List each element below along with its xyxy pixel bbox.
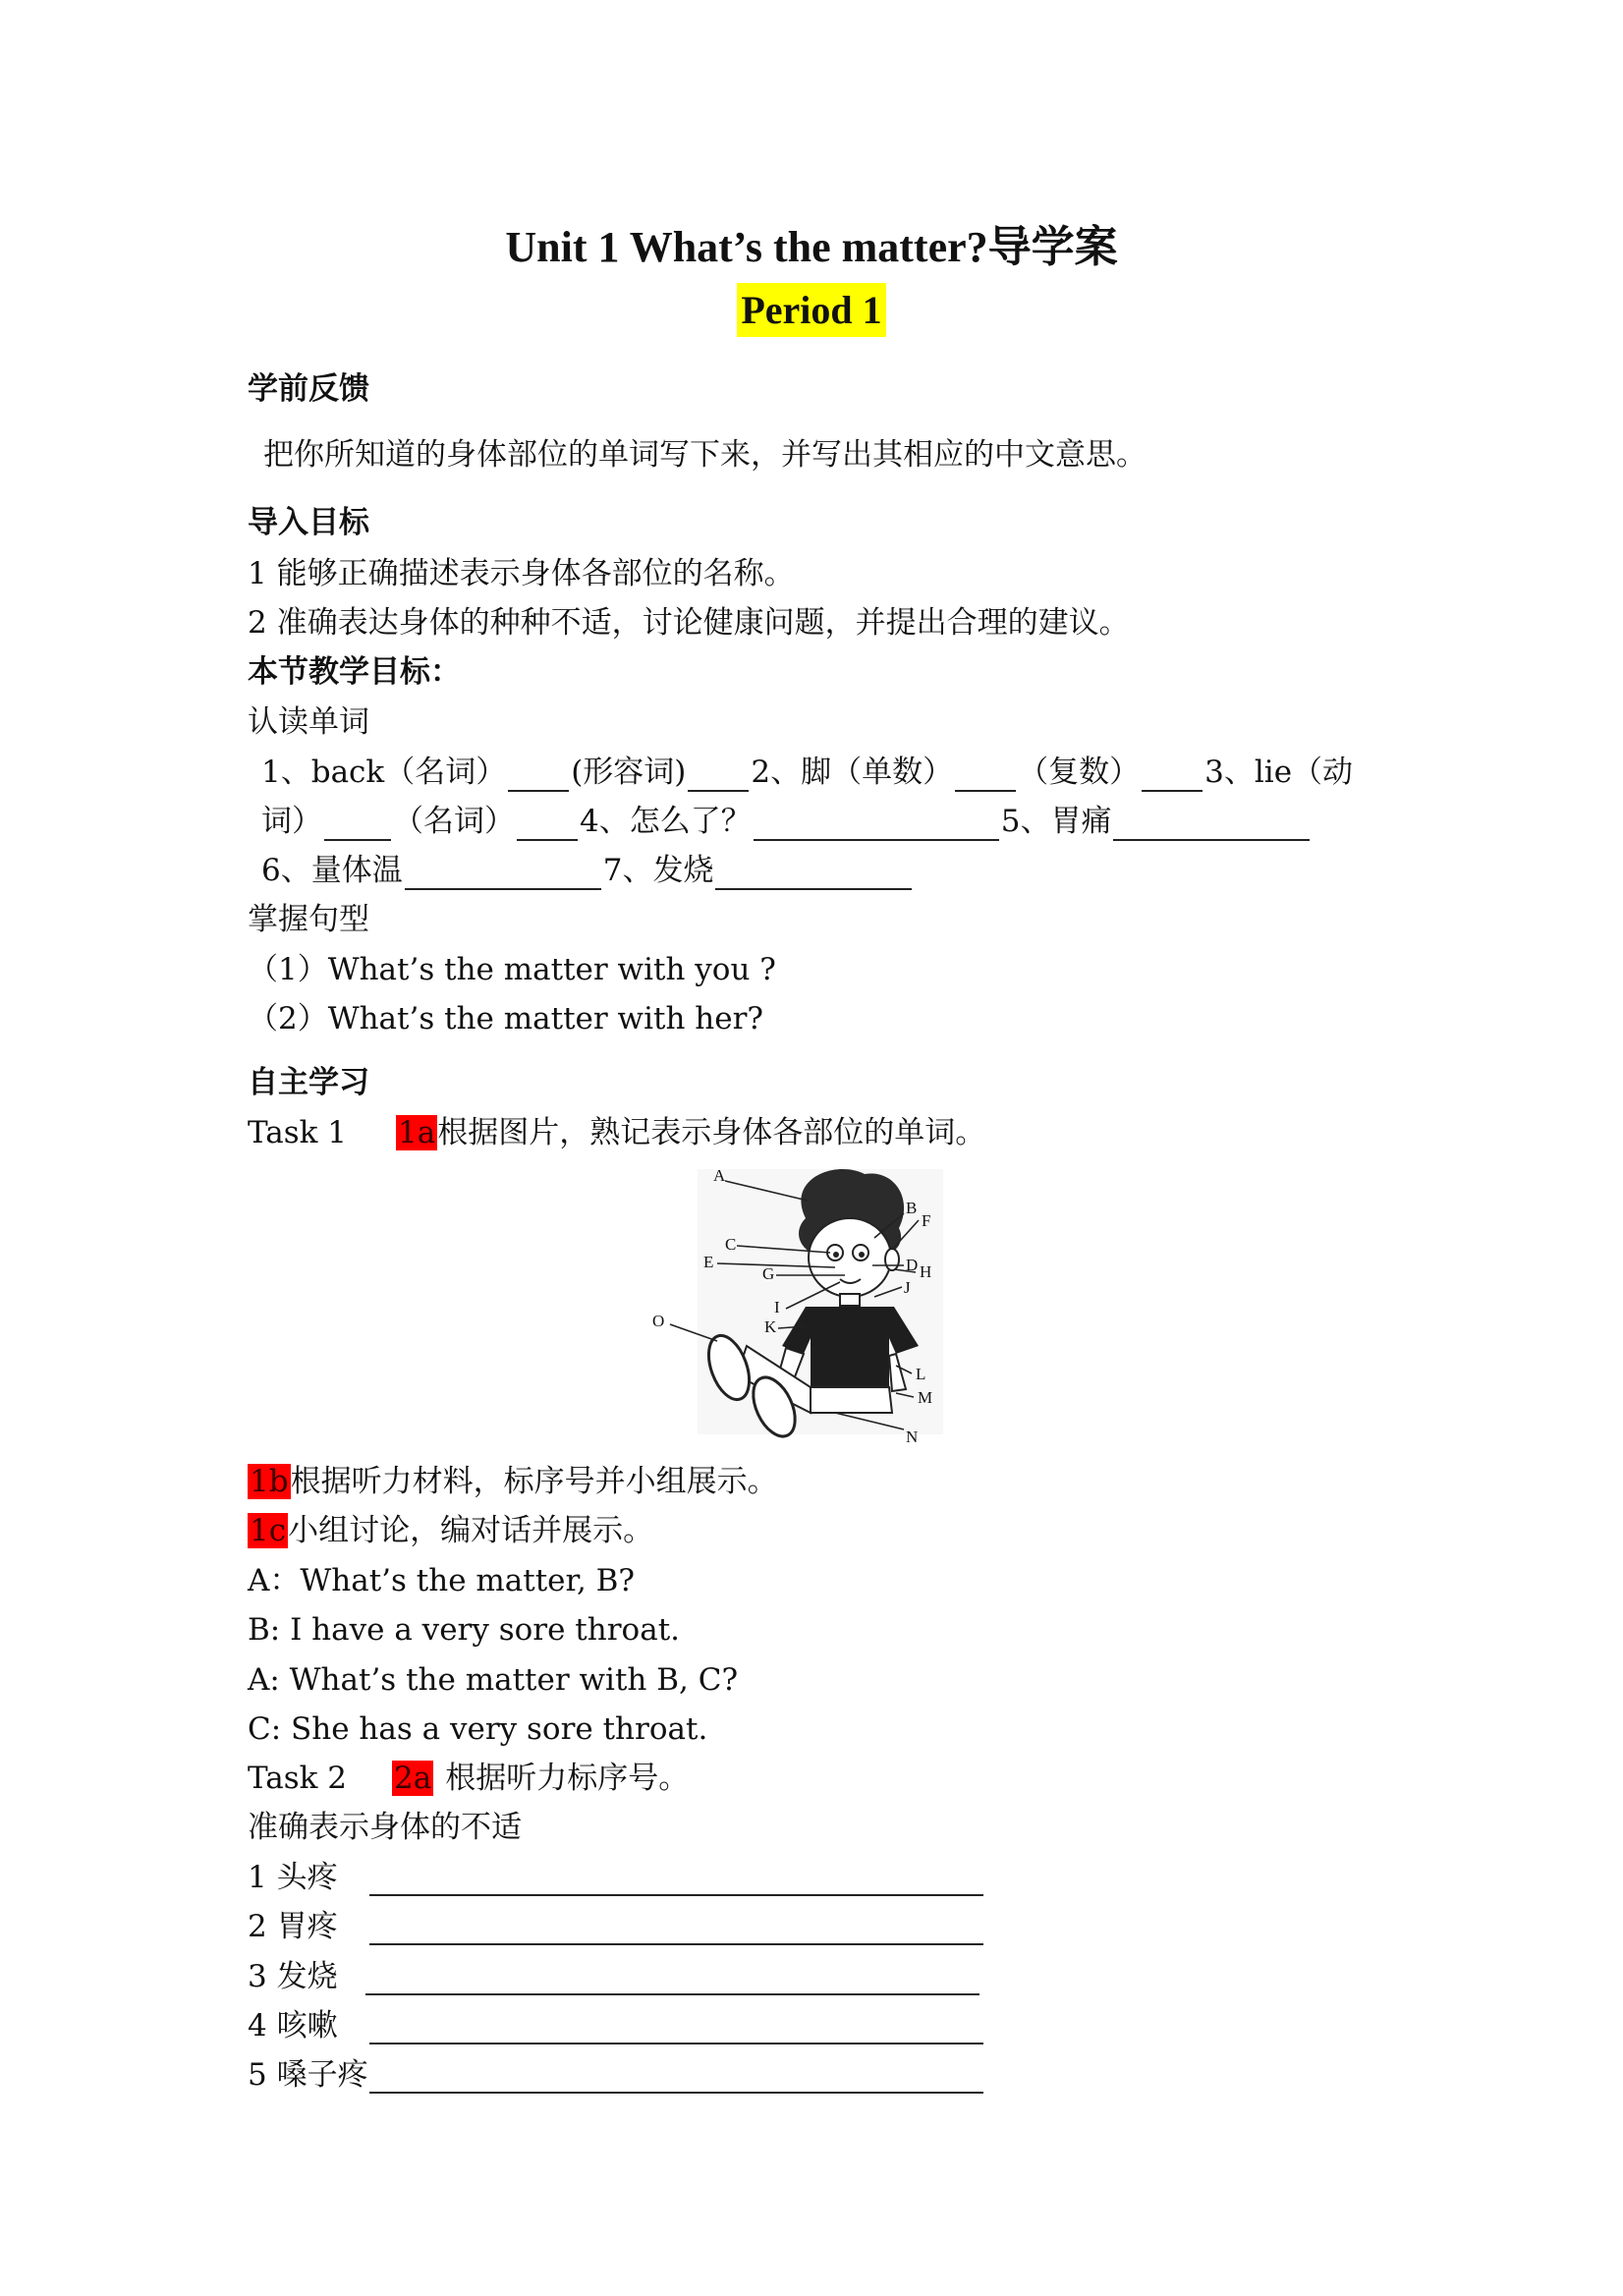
heading-objectives: 导入目标 — [248, 505, 369, 540]
heading-teaching-goals: 本节教学目标： — [248, 654, 461, 690]
sentence-1: （1）What’s the matter with you ? — [248, 952, 776, 987]
sentence-subheading: 掌握句型 — [248, 902, 369, 937]
figure-label: L — [916, 1365, 926, 1383]
ailment-label-3: 3 发烧 — [248, 1959, 338, 1994]
objective-item-2: 2 准确表达身体的种种不适，讨论健康问题，并提出合理的建议。 — [248, 605, 1130, 641]
heading-feedback: 学前反馈 — [248, 371, 369, 407]
blank-field[interactable] — [324, 810, 391, 841]
figure-label: H — [920, 1262, 932, 1281]
heading-self-study: 自主学习 — [248, 1065, 369, 1100]
answer-line[interactable] — [369, 1894, 983, 1896]
figure-label: G — [762, 1264, 775, 1283]
tag-1a: 1a — [398, 1115, 436, 1150]
vocab-line-1: 1、back（名词） (形容词) 2、脚（单数） （复数） 3、lie（动 — [261, 755, 1354, 790]
blank-field[interactable] — [1142, 760, 1203, 792]
blank-field[interactable] — [688, 760, 749, 792]
vocab-line-3: 6、量体温 7、发烧 — [261, 851, 914, 890]
blank-field[interactable] — [405, 859, 601, 890]
line-1b: 1b根据听力材料，标序号并小组展示。 — [250, 1464, 778, 1499]
tag-1c: 1c — [250, 1513, 287, 1548]
blank-field[interactable] — [1113, 810, 1310, 841]
dialogue-line-1: A：What’s the matter, B? — [248, 1563, 636, 1598]
ailment-label-5: 5 嗓子疼 — [248, 2057, 368, 2093]
sentence-2: （2）What’s the matter with her? — [248, 1001, 764, 1036]
figure-label: K — [764, 1317, 777, 1336]
blank-field[interactable] — [754, 810, 999, 841]
figure-label: O — [652, 1312, 665, 1330]
figure-label: E — [703, 1253, 714, 1271]
blank-field[interactable] — [715, 859, 912, 890]
figure-label: M — [918, 1388, 933, 1407]
task1-line: Task 1 1a根据图片，熟记表示身体各部位的单词。 — [248, 1115, 986, 1150]
vocab-subheading: 认读单词 — [248, 704, 369, 740]
blank-field[interactable] — [508, 760, 569, 792]
task2-line: Task 2 2a 根据听力标序号。 — [248, 1761, 690, 1796]
figure-label: J — [904, 1278, 911, 1297]
dialogue-line-3: A: What’s the matter with B, C? — [248, 1662, 739, 1698]
dialogue-line-4: C: She has a very sore throat. — [248, 1711, 708, 1747]
dialogue-line-2: B: I have a very sore throat. — [248, 1612, 681, 1648]
feedback-instruction: 把你所知道的身体部位的单词写下来，并写出其相应的中文意思。 — [263, 437, 1147, 473]
answer-line[interactable] — [365, 1993, 979, 1995]
body-parts-figure — [639, 1159, 1002, 1444]
page-title: Unit 1 What’s the matter?导学案 — [505, 223, 1118, 271]
ailment-label-4: 4 咳嗽 — [248, 2008, 338, 2044]
figure-label: C — [725, 1235, 737, 1254]
tag-2a: 2a — [394, 1761, 432, 1796]
ailment-label-2: 2 胃疼 — [248, 1909, 338, 1944]
answer-line[interactable] — [369, 2043, 983, 2044]
task2-subheading: 准确表示身体的不适 — [248, 1810, 522, 1845]
tag-1b: 1b — [250, 1464, 289, 1499]
blank-field[interactable] — [955, 760, 1016, 792]
ailment-label-1: 1 头疼 — [248, 1860, 338, 1895]
figure-label: A — [713, 1166, 726, 1185]
answer-line[interactable] — [369, 2092, 983, 2094]
vocab-line-2: 词） （名词） 4、怎么了？ 5、胃痛 — [261, 802, 1312, 841]
period-highlight: Period 1 — [737, 283, 885, 337]
blank-field[interactable] — [517, 810, 578, 841]
answer-line[interactable] — [369, 1943, 983, 1945]
figure-label: F — [922, 1211, 931, 1230]
objective-item-1: 1 能够正确描述表示身体各部位的名称。 — [248, 556, 795, 591]
figure-label: I — [774, 1298, 780, 1316]
figure-label: D — [906, 1256, 919, 1274]
figure-label: B — [906, 1199, 918, 1217]
line-1c: 1c小组讨论，编对话并展示。 — [250, 1513, 654, 1548]
figure-label: N — [906, 1428, 919, 1444]
